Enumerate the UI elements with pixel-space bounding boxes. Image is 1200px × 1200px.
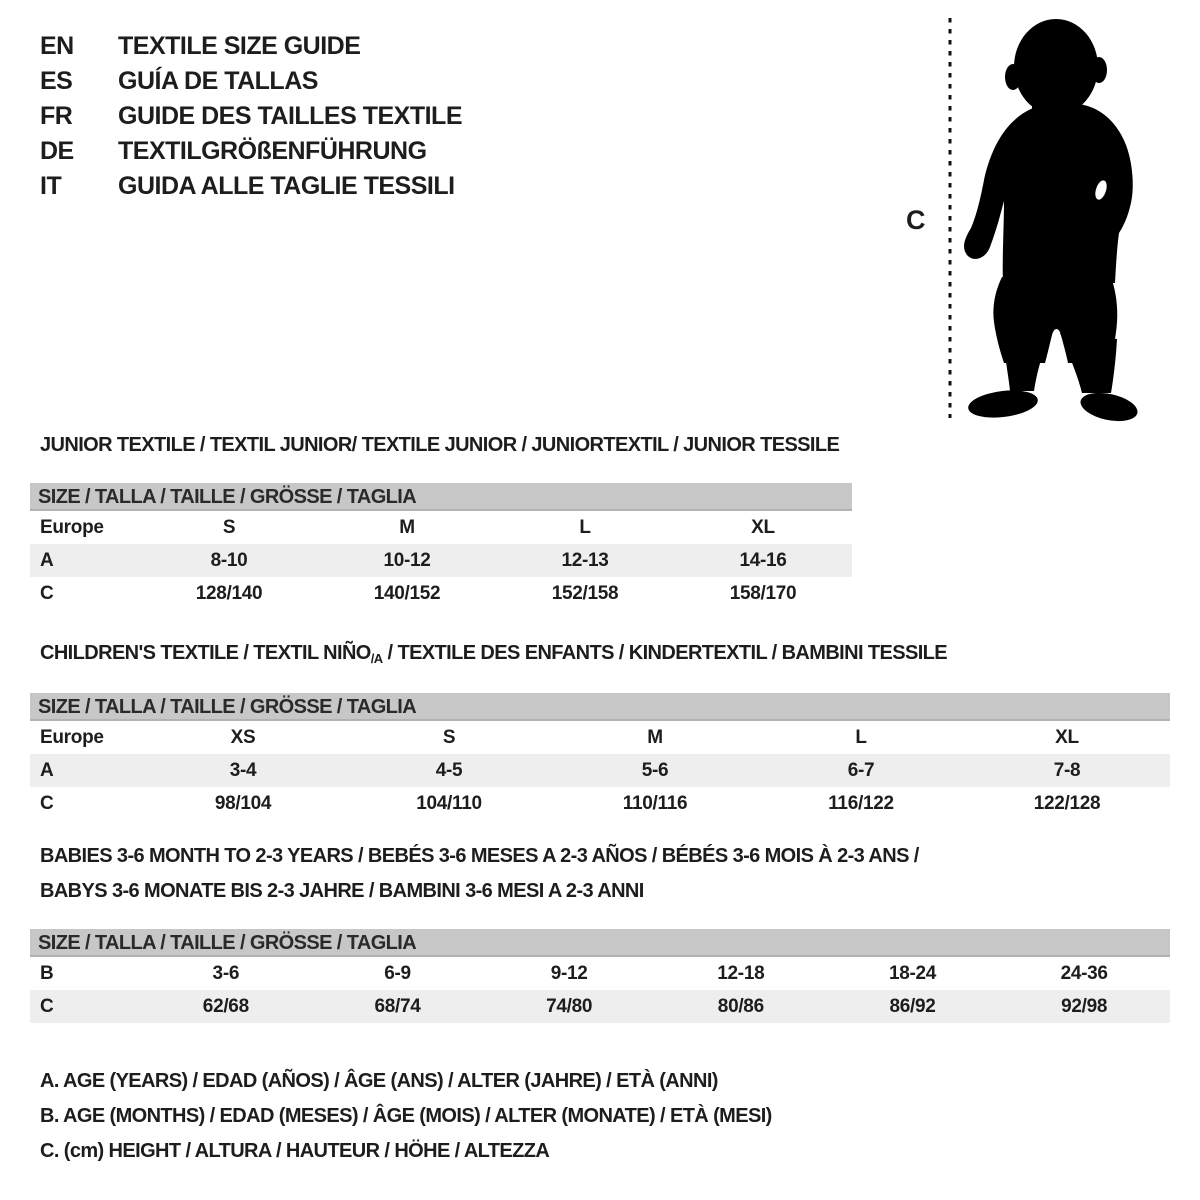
row-label: Europe: [40, 517, 104, 538]
junior-size-table: [30, 483, 852, 610]
table-header-bar: [30, 929, 1170, 957]
lang-row-fr: [40, 101, 462, 131]
table-cell: 116/122: [828, 793, 894, 814]
table-cell: 9-12: [550, 963, 588, 984]
table-row: [30, 754, 1170, 787]
table-cell: 12-18: [717, 963, 765, 984]
table-row: [30, 990, 1170, 1023]
lang-row-en: [40, 31, 360, 61]
row-label: A: [40, 550, 54, 571]
section-title-text: / TEXTILE DES ENFANTS / KINDERTEXTIL / BAMBINI TESSILE: [382, 642, 948, 664]
table-row: [30, 511, 852, 544]
table-cell: S: [442, 727, 456, 748]
table-cell: 24-36: [1060, 963, 1108, 984]
lang-row-de: [40, 136, 427, 166]
table-cell: 158/170: [729, 583, 797, 604]
table-cell: 14-16: [739, 550, 787, 571]
lang-code: ES: [40, 67, 73, 95]
table-cell: 12-13: [561, 550, 609, 571]
lang-title: GUIDE DES TAILLES TEXTILE: [118, 102, 463, 130]
table-cell: XL: [1055, 727, 1079, 748]
table-cell: 8-10: [210, 550, 248, 571]
row-label: A: [40, 760, 54, 781]
note-height-cm: C. (cm) HEIGHT / ALTURA / HAUTEUR / HÖHE / ALTEZZA: [40, 1140, 550, 1162]
section-title-babies-line2: [40, 880, 644, 903]
table-cell: 5-6: [641, 760, 669, 781]
row-label: C: [40, 996, 54, 1017]
table-cell: 98/104: [214, 793, 272, 814]
table-cell: 62/68: [202, 996, 249, 1017]
table-cell: XL: [751, 517, 775, 538]
table-cell: 110/116: [622, 793, 688, 814]
table-cell: 74/80: [546, 996, 593, 1017]
table-row: [30, 787, 1170, 820]
section-title-subscript: /A: [370, 651, 383, 666]
children-size-table: [30, 693, 1170, 820]
row-label: B: [40, 963, 54, 984]
lang-code: IT: [40, 172, 62, 200]
table-header-label: SIZE / TALLA / TAILLE / GRÖSSE / TAGLIA: [38, 696, 417, 718]
lang-title: GUÍA DE TALLAS: [118, 67, 318, 95]
baby-silhouette: [964, 19, 1140, 424]
table-row: [30, 577, 852, 610]
row-label: C: [40, 793, 54, 814]
lang-code: DE: [40, 137, 74, 165]
table-cell: XS: [230, 727, 256, 748]
table-cell: M: [399, 517, 415, 538]
baby-silhouette-figure: [938, 10, 1145, 424]
row-label: C: [40, 583, 54, 604]
note-age-months: B. AGE (MONTHS) / EDAD (MESES) / ÂGE (MOIS) / ALTER (MONATE) / ETÀ (MESI): [40, 1105, 772, 1127]
table-cell: 10-12: [383, 550, 431, 571]
lang-title: GUIDA ALLE TAGLIE TESSILI: [118, 172, 455, 200]
table-cell: L: [855, 727, 867, 748]
table-cell: 104/110: [416, 793, 482, 814]
table-cell: 68/74: [374, 996, 421, 1017]
note-age-years: A. AGE (YEARS) / EDAD (AÑOS) / ÂGE (ANS) / ALTER (JAHRE) / ETÀ (ANNI): [40, 1070, 718, 1092]
babies-size-table: [30, 929, 1170, 1023]
table-header-bar: [30, 483, 852, 511]
lang-row-it: [40, 171, 455, 201]
table-cell: 18-24: [888, 963, 937, 984]
table-cell: 7-8: [1053, 760, 1081, 781]
section-title-text: CHILDREN'S TEXTILE / TEXTIL NIÑO: [40, 642, 371, 664]
table-cell: 128/140: [195, 583, 263, 604]
lang-title: TEXTILE SIZE GUIDE: [118, 32, 361, 60]
table-header-label: SIZE / TALLA / TAILLE / GRÖSSE / TAGLIA: [38, 932, 417, 954]
table-cell: 6-9: [384, 963, 411, 984]
table-cell: L: [579, 517, 591, 538]
table-row: [30, 544, 852, 577]
section-title-junior: [40, 434, 839, 457]
table-cell: 86/92: [889, 996, 936, 1017]
section-title-children: [40, 642, 947, 666]
section-title-text: BABIES 3-6 MONTH TO 2-3 YEARS / BEBÉS 3-6 MESES A 2-3 AÑOS / BÉBÉS 3-6 MOIS À 2-3 ANS /: [40, 845, 919, 867]
lang-code: FR: [40, 102, 73, 130]
table-cell: M: [647, 727, 663, 748]
lang-title: TEXTILGRÖßENFÜHRUNG: [118, 137, 427, 165]
table-cell: 4-5: [435, 760, 463, 781]
table-cell: 122/128: [1033, 793, 1101, 814]
section-title-text: BABYS 3-6 MONATE BIS 2-3 JAHRE / BAMBINI 3-6 MESI A 2-3 ANNI: [40, 880, 644, 902]
table-row: [30, 957, 1170, 990]
section-title-babies-line1: [40, 845, 919, 868]
table-cell: S: [222, 517, 236, 538]
table-cell: 6-7: [847, 760, 875, 781]
table-cell: 3-6: [212, 963, 240, 984]
section-title-text: JUNIOR TEXTILE / TEXTIL JUNIOR/ TEXTILE JUNIOR / JUNIORTEXTIL / JUNIOR TESSILE: [40, 434, 840, 456]
height-measure-label: C: [906, 205, 925, 235]
table-row: [30, 721, 1170, 754]
table-header-label: SIZE / TALLA / TAILLE / GRÖSSE / TAGLIA: [38, 486, 417, 508]
table-cell: 140/152: [373, 583, 441, 604]
lang-code: EN: [40, 32, 74, 60]
table-cell: 80/86: [717, 996, 764, 1017]
table-header-bar: [30, 693, 1170, 721]
lang-row-es: [40, 66, 318, 96]
table-cell: 152/158: [551, 583, 619, 604]
table-cell: 3-4: [229, 760, 257, 781]
row-label: Europe: [40, 727, 104, 748]
table-cell: 92/98: [1061, 996, 1108, 1017]
